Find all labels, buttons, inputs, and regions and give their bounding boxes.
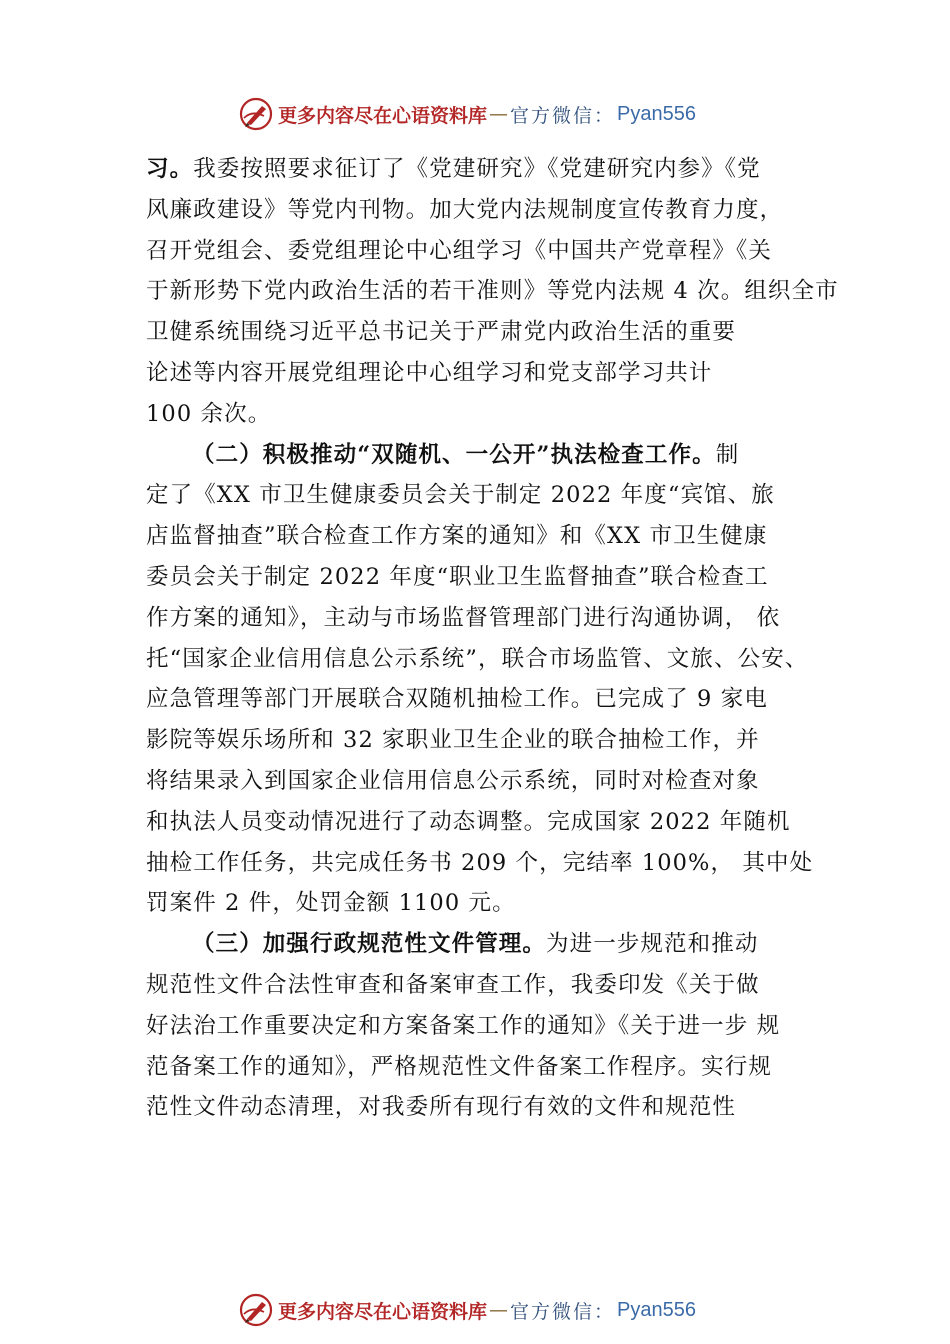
pen-logo-icon <box>238 1292 274 1328</box>
text-line: 于新形势下党内政治生活的若干准则》等党内法规 4 次。组织全市 <box>146 278 839 305</box>
text-line: 将结果录入到国家企业信用信息公示系统，同时对检查对象 <box>146 767 760 794</box>
text-line: 和执法人员变动情况进行了动态调整。完成国家 2022 年随机 <box>146 808 791 835</box>
text-line: 影院等娱乐场所和 32 家职业卫生企业的联合抽检工作，并 <box>146 727 760 754</box>
text-line: 委员会关于制定 2022 年度“职业卫生监督抽查”联合检查工 <box>146 563 769 590</box>
paragraph-1 <box>146 149 839 435</box>
banner-brand-text: 更多内容尽在心语资料库 <box>278 1300 488 1323</box>
text-line: 作方案的通知》，主动与市场监督管理部门进行沟通协调， 依 <box>146 604 781 631</box>
document-body <box>146 149 839 1128</box>
text-line: 罚案件 2 件，处罚金额 1100 元。 <box>146 890 516 917</box>
text-line: 好法治工作重要决定和方案备案工作的通知》《关于进一步 规 <box>146 1012 781 1039</box>
text-line: 召开党组会、委党组理论中心组学习《中国共产党章程》《关 <box>146 237 772 264</box>
section-heading-line: （二）积极推动“双随机、一公开”执法检查工作。制 <box>192 441 740 468</box>
text-line: 卫健系统围绕习近平总书记关于严肃党内政治生活的重要 <box>146 319 737 346</box>
text-line: 托“国家企业信用信息公示系统”，联合市场监管、文旅、公安、 <box>146 645 809 672</box>
banner-brand-text: 更多内容尽在心语资料库 <box>278 104 488 127</box>
banner-dash: — <box>489 103 509 125</box>
text-line: 范备案工作的通知》，严格规范性文件备案工作程序。实行规 <box>146 1053 772 1080</box>
paragraph-2 <box>146 435 836 925</box>
section-heading-line: （三）加强行政规范性文件管理。为进一步规范和推动 <box>192 931 759 958</box>
banner-official-label: 官方微信： <box>510 1300 616 1323</box>
text-line: 抽检工作任务，共完成任务书 209 个，完结率 100%， 其中处 <box>146 849 814 876</box>
banner-wechat-id: Pyan556 <box>617 1298 696 1321</box>
text-line: 范性文件动态清理，对我委所有现行有效的文件和规范性 <box>146 1094 737 1121</box>
text-line: 100 余次。 <box>146 400 272 427</box>
section-heading: （二）积极推动“双随机、一公开”执法检查工作。 <box>192 441 716 468</box>
banner-official-label: 官方微信： <box>510 104 616 127</box>
text-line: 定了《XX 市卫生健康委员会关于制定 2022 年度“宾馆、旅 <box>146 482 775 509</box>
text-line: 风廉政建设》等党内刊物。加大党内法规制度宣传教育力度， <box>146 196 784 223</box>
text-line: 规范性文件合法性审查和备案审查工作，我委印发《关于做 <box>146 971 760 998</box>
footer-banner <box>238 1292 696 1328</box>
paragraph-3 <box>146 924 836 1128</box>
text-line: 习。我委按照要求征订了《党建研究》《党建研究内参》《党 <box>146 156 761 182</box>
text-line: 应急管理等部门开展联合双随机抽检工作。已完成了 9 家电 <box>146 686 768 713</box>
text-line: 店监督抽查”联合检查工作方案的通知》和《XX 市卫生健康 <box>146 523 768 550</box>
banner-wechat-id: Pyan556 <box>617 102 696 125</box>
section-heading: （三）加强行政规范性文件管理。 <box>192 931 547 958</box>
pen-logo-icon <box>238 96 274 132</box>
banner-dash: — <box>489 1299 509 1321</box>
text-line: 论述等内容开展党组理论中心组学习和党支部学习共计 <box>146 359 713 386</box>
header-banner <box>238 96 696 132</box>
